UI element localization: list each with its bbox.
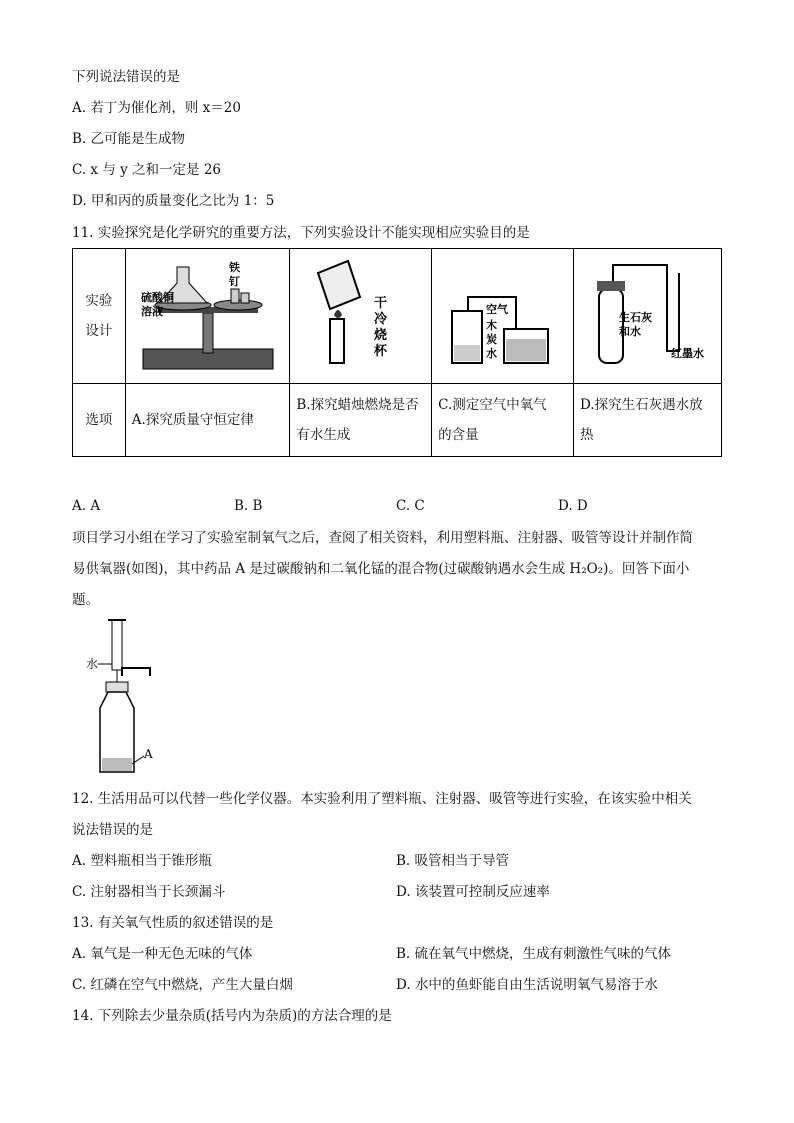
option-text-c-line2: 的含量	[438, 427, 479, 443]
q13-option-b: B. 硫在氧气中燃烧，生成有刺激性气味的气体	[396, 946, 672, 962]
q12-option-a: A. 塑料瓶相当于锥形瓶	[72, 853, 212, 869]
intro-line-1: 项目学习小组在学习了实验室制氧气之后，查阅了相关资料，利用塑料瓶、注射器、吸管等设计并制作简	[72, 530, 693, 546]
label-beaker2: 杯	[373, 344, 387, 359]
q13-option-a: A. 氧气是一种无色无味的气体	[72, 946, 253, 962]
lime-water-figure	[579, 253, 715, 379]
label-iron: 铁	[228, 261, 240, 274]
design-image-c	[432, 249, 574, 384]
option-text-d	[573, 384, 721, 457]
label-red-ink: 红墨水	[671, 347, 705, 360]
intro-line-2: 易供氧器(如图)，其中药品 A 是过碳酸钠和二氧化锰的混合物(过碳酸钠遇水会生成 H₂O₂)。回答下面小	[72, 561, 690, 577]
row-header-design-line1: 实验	[85, 293, 113, 309]
option-text-b	[290, 384, 432, 457]
q10-option-d: D. 甲和丙的质量变化之比为 1：5	[72, 193, 275, 209]
label-quicklime: 生石灰	[619, 311, 653, 324]
q10-option-c: C. x 与 y 之和一定是 26	[72, 162, 222, 178]
label-wood: 木	[485, 319, 497, 332]
q14-stem: 14. 下列除去少量杂质(括号内为杂质)的方法合理的是	[72, 1008, 392, 1024]
label-cold: 冷	[373, 312, 387, 327]
label-beaker1: 烧	[373, 328, 387, 343]
option-text-a: A.探究质量守恒定律	[125, 384, 290, 457]
q11-answer-c: C. C	[396, 498, 425, 514]
q10-stem: 下列说法错误的是	[72, 69, 180, 85]
figure-label-a: A	[144, 747, 153, 761]
label-air: 空气	[485, 303, 508, 316]
q13-option-d: D. 水中的鱼虾能自由生活说明氧气易溶于水	[396, 977, 658, 993]
label-solution: 溶液	[140, 305, 163, 318]
oxygen-measure-figure	[438, 253, 568, 379]
experiment-table	[72, 248, 722, 457]
q12-option-c: C. 注射器相当于长颈漏斗	[72, 884, 226, 900]
q13-stem: 13. 有关氧气性质的叙述错误的是	[72, 915, 274, 931]
q12-stem-line-1: 12. 生活用品可以代替一些化学仪器。本实验利用了塑料瓶、注射器、吸管等进行实验，在该实验中相关	[72, 791, 692, 807]
option-text-d-line1: D.探究生石灰遇水放	[579, 397, 703, 413]
label-copper-sulfate: 硫酸铜	[140, 291, 174, 304]
candle-beaker-figure	[296, 253, 426, 379]
option-text-c	[432, 384, 574, 457]
balance-flask-figure	[133, 253, 283, 379]
q13-option-c: C. 红磷在空气中燃烧，产生大量白烟	[72, 977, 293, 993]
intro-line-3: 题。	[72, 592, 99, 608]
q11-answer-d: D. D	[558, 498, 588, 514]
label-nail: 钉	[228, 275, 240, 288]
label-charcoal: 炭	[485, 333, 497, 346]
q12-stem-line-2: 说法错误的是	[72, 822, 153, 838]
figure-label-water: 水	[86, 657, 99, 671]
row-header-design-line2: 设计	[85, 323, 113, 339]
label-water: 水	[485, 347, 497, 360]
option-text-b-line2: 有水生成	[296, 427, 351, 443]
q12-option-d: D. 该装置可控制反应速率	[396, 884, 550, 900]
row-header-design	[73, 249, 126, 384]
design-image-b	[290, 249, 432, 384]
design-image-d	[573, 249, 721, 384]
q11-stem: 11. 实验探究是化学研究的重要方法，下列实验设计不能实现相应实验目的是	[72, 225, 530, 241]
q12-option-b: B. 吸管相当于导管	[396, 853, 510, 869]
q10-option-b: B. 乙可能是生成物	[72, 131, 186, 147]
oxygen-generator-figure	[84, 616, 164, 780]
option-text-d-line2: 热	[579, 427, 594, 443]
design-image-a	[125, 249, 290, 384]
label-and-water: 和水	[619, 325, 642, 338]
option-text-c-line1: C.测定空气中氧气	[438, 397, 547, 413]
label-dry: 干	[373, 296, 387, 311]
q11-answer-a: A. A	[72, 498, 101, 514]
q10-option-a: A. 若丁为催化剂，则 x＝20	[72, 100, 241, 116]
q11-answer-b: B. B	[234, 498, 263, 514]
option-text-b-line1: B.探究蜡烛燃烧是否	[296, 397, 419, 413]
row-header-options: 选项	[73, 384, 126, 457]
